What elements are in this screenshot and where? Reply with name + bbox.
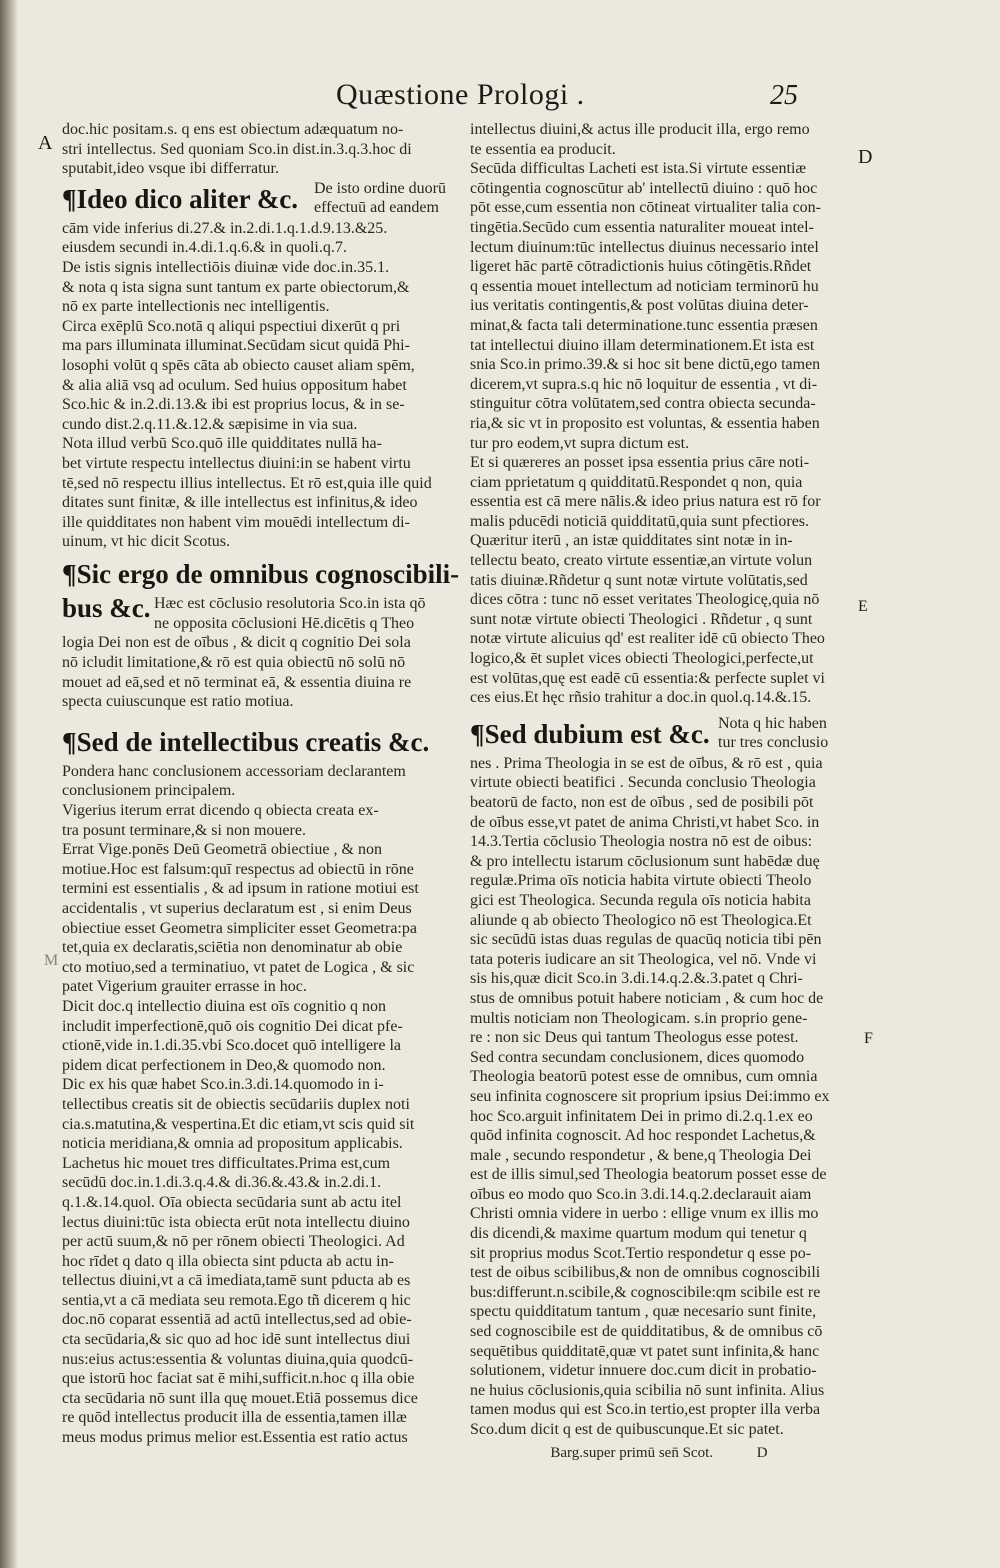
left-paragraph-3 <box>62 258 454 317</box>
text-line: male , secundo respondetur , & bene,q Theologia Dei <box>470 1146 812 1164</box>
text-line: cto motiuo,sed a terminatiuo, vt patet de Logica , & sic <box>62 958 415 976</box>
margin-marker-e: E <box>858 598 868 615</box>
text-line: re : non sic Deus qui tantum Theologus esse potest. <box>470 1029 799 1047</box>
right-paragraph-3 <box>470 453 848 531</box>
text-line: test de oibus scibilibus,& non de omnibus cognoscibili <box>470 1264 821 1282</box>
text-line: ne opposita cōclusioni Hē.dicētis q Theo <box>154 614 415 632</box>
text-line: obiectiue esset Geometra simpliciter esset Geometra:pa <box>62 919 417 937</box>
text-line: Sco.hic & in.2.di.13.& ibi est proprius locus, & in se- <box>62 396 405 414</box>
text-line: ria,& sic vt in proposito est voluntas, & essentia haben <box>470 414 820 432</box>
text-line: accidentalis , vt superius declaratum est , si enim Deus <box>62 900 412 917</box>
text-line: que istorū hoc faciat sat ē mihi,sufficit.n.hoc q illa obie <box>62 1370 415 1388</box>
section-heading: ¶Sed dubium est &c. <box>470 718 710 749</box>
left-paragraph-2 <box>62 219 454 258</box>
text-line: ne huius cōclusionis,quia scibilia nō sunt infinita. Alius <box>470 1381 825 1399</box>
text-line: Dicit doc.q intellectio diuina est oīs cognitio q non <box>62 997 386 1015</box>
text-line: cōtingentia cognoscūtur ab' intellectū diuino : quō hoc <box>470 179 818 197</box>
margin-marker-f: F <box>864 1030 873 1047</box>
text-line: beatorū de facto, non est de oībus , sed de posibili pōt <box>470 794 814 811</box>
text-line: pidem dicat perfectionem in Deo,& quomodo non. <box>62 1056 386 1074</box>
text-line: Secūda difficultas Lacheti est ista.Si virtute essentiæ <box>470 160 807 178</box>
text-line: solutionem, videtur innuere doc.cum dicit in probatio- <box>470 1362 817 1380</box>
text-line: specta cuiuscunque est ratio motiua. <box>62 693 294 711</box>
text-line: secūdū doc.in.1.di.3.q.4.& di.36.&.43.& in.2.di.1. <box>62 1174 382 1192</box>
text-line: sit proprius modus Scot.Tertio respondetur q esse po- <box>470 1244 812 1262</box>
left-paragraph-7 <box>62 762 454 801</box>
text-line: motiue.Hoc est falsum:quī respectus ad obiectū in rōne <box>62 860 414 878</box>
text-line: tatis diuinæ.Rñdetur q sunt notæ virtute volūtatis,sed <box>470 571 808 589</box>
heading-side-line: tur tres conclusio <box>718 734 829 752</box>
text-line: per actū suum,& nō per rōnem obiecti Theologici. Ad <box>62 1233 405 1251</box>
text-line: cia.s.matutina,& vespertina.Et dic etiam,vt scis quid sit <box>62 1115 415 1133</box>
text-line: conclusionem principalem. <box>62 782 236 800</box>
text-line: oībus eo modo quo Sco.in 3.di.14.q.2.declarauit aiam <box>470 1185 812 1203</box>
margin-marker-a: A <box>38 132 53 154</box>
right-paragraph-4 <box>470 531 848 707</box>
signature-mark: D <box>756 1444 768 1461</box>
text-line: essentia est cā mere nālis.& ideo prius natura est rō for <box>470 493 821 511</box>
text-line: noticia meridiana,& omnia ad propositum applicabis. <box>62 1135 403 1153</box>
text-line: pōt esse,cum essentia non cōtineat virtualiter talia con- <box>470 199 821 217</box>
page-header <box>300 78 900 122</box>
left-paragraph-9 <box>62 840 454 997</box>
text-line: snia Sco.in primo.39.& si hoc sit bene dictū,ego tamen <box>470 356 821 374</box>
text-line: ille quidditates non habent vim mouēdi intellectum di- <box>62 513 410 531</box>
text-line: stinguitur cōtra volūtatem,sed contra obiecta secunda- <box>470 395 816 413</box>
text-line: losophi volūt q spēs cāta ab obiecto causet aliam spēm, <box>62 356 415 374</box>
text-line: virtute obiecti beatifici . Secunda conclusio Theologia <box>470 774 816 792</box>
text-line: Christi omnia videre in uerbo : ellige vnum ex illis mo <box>470 1205 819 1223</box>
text-line: logico,& ēt suplet vices obiecti Theologici,perfecte,ut <box>470 650 814 668</box>
signature-line <box>470 1444 848 1464</box>
text-line: est volūtas,quę est eadē cū essentia:& perfecte suplet vi <box>470 669 825 687</box>
text-line: cām vide inferius di.27.& in.2.di.1.q.1.d.9.13.&25. <box>62 219 388 237</box>
text-line: Sco.dum dicit q est de quibuscunque.Et sic patet. <box>470 1421 784 1438</box>
text-line: sed cognoscibile est de quidditatibus, & de omnibus cō <box>470 1323 823 1341</box>
running-title: Quæstione Prologi . <box>336 78 585 111</box>
text-line: spectu quidditatum tantum , quæ necesario sunt finite, <box>470 1303 817 1321</box>
heading-side-text <box>718 714 828 753</box>
left-paragraph-5 <box>62 434 454 552</box>
text-line: cundo dist.2.q.11.&.12.& sæpisime in via sua. <box>62 415 358 433</box>
text-line: patet Vigerium grauiter errasse in hoc. <box>62 978 307 996</box>
section-heading: ¶Ideo dico aliter &c. <box>62 183 299 214</box>
text-line: tingētia.Secūdo cum essentia naturaliter moueat intel- <box>470 218 814 236</box>
left-heading-1-block <box>62 179 454 219</box>
text-line: De istis signis intellectiōis diuinæ vide doc.in.35.1. <box>62 258 390 276</box>
signature-text: Barg.super primū sen̄ Scot. <box>550 1444 714 1461</box>
text-line: ditates sunt finitæ, & ille intellectus est infinitus,& ideo <box>62 494 418 512</box>
text-line: tet,quia ex declaratis,sciētia non denominatur ab obie <box>62 939 403 957</box>
text-line: tē,sed nō respectu illius intellectus. Et rō est,quia ille quid <box>62 474 432 492</box>
text-line: hoc Sco.arguit infinitatem Dei in primo di.2.q.1.ex eo <box>470 1107 813 1125</box>
text-line: Theologia beatorū potest esse de omnibus, cum omnia <box>470 1068 818 1086</box>
text-line: tat intellectui diuino illam determinationem.Et ista est <box>470 336 815 354</box>
text-line: tellectus diuini,vt a cā imediata,tamē sunt pducta ab es <box>62 1272 411 1290</box>
right-text-column <box>470 120 848 1463</box>
text-line: tellectibus creatis sit de obiectis secūdariis duplex noti <box>62 1095 410 1113</box>
left-paragraph-4 <box>62 317 454 435</box>
margin-marker-d: D <box>858 146 873 168</box>
right-heading-1-block <box>470 714 848 754</box>
text-line: sequētibus quidditatē,quæ vt patet sunt infinita,& hanc <box>470 1342 820 1360</box>
text-line: 14.3.Tertia cōclusio Theologia nostra nō est de oibus: <box>470 833 813 851</box>
text-line: q.1.&.14.quol. Oīa obiecta secūdaria sunt ab actu itel <box>62 1193 402 1211</box>
text-line: te essentia ea producit. <box>470 140 616 158</box>
text-line: ctionē,vide in.1.di.35.vbi Sco.docet quō intelligere la <box>62 1037 402 1055</box>
text-line: ligeret hāc partē cōtradictionis huius cōtingētis.Rñdet <box>470 258 812 276</box>
text-line: Vigerius iterum errat dicendo q obiecta creata ex- <box>62 802 379 820</box>
text-line: dis dicendi,& maxime quartum modum qui tenetur q <box>470 1225 807 1243</box>
text-line: bus:differunt.n.scibile,& cognoscibile:qm scibile est re <box>470 1283 821 1301</box>
text-line: lectus diuini:tūc ista obiecta erūt nota intellectu diuino <box>62 1213 410 1231</box>
text-line: dicerem,vt supra.s.q hic nō loquitur de essentia , vt di- <box>470 375 818 393</box>
text-line: ma pars illuminata illuminat.Secūdam sicut quidā Phi- <box>62 337 410 355</box>
text-line: termini est essentialis , & ad ipsum in ratione motiui est <box>62 880 419 898</box>
text-line: re quōd intellectus producit illa de essentia,tamen illæ <box>62 1409 407 1427</box>
text-line: & alia aliā vsq ad oculum. Sed huius oppositum habet <box>62 376 407 394</box>
text-line: bet virtute respectu intellectus diuini:in se habent virtu <box>62 454 411 472</box>
section-heading: ¶Sic ergo de omnibus cognoscibili- <box>62 558 460 589</box>
text-line: meus modus primus melior est.Essentia est ratio actus <box>62 1429 408 1447</box>
text-line: hoc rīdet q dato q illa obiecta sint pducta ab actu in- <box>62 1252 394 1270</box>
text-line: tamen modus qui est Sco.in tertio,est propter illa verba <box>470 1401 821 1419</box>
left-heading-2-block <box>62 558 460 632</box>
right-paragraph-5 <box>470 754 848 1048</box>
text-line: quōd infinita cognoscit. Ad hoc respondet Lachetus,& <box>470 1127 816 1145</box>
text-line: tur pro eodem,vt supra dictum est. <box>470 434 690 452</box>
text-line: cta secūdaria,& sic quo ad hoc idē sunt intellectus diui <box>62 1331 411 1349</box>
text-line: nō icludit limitatione,& rō est quia obiectū nō solū nō <box>62 654 406 672</box>
text-line: Pondera hanc conclusionem accessoriam declarantem <box>62 762 406 780</box>
text-line: sis his,quæ dicit Sco.in 3.di.14.q.2.&.3.patet q Chri- <box>470 970 803 988</box>
text-line: Errat Vige.ponēs Deū Geometrā obiectiue , & non <box>62 841 382 859</box>
heading-side-line: Nota q hic haben <box>718 714 827 732</box>
text-line: ius veritatis contingentis,& post volūtas diuina deter- <box>470 297 809 315</box>
left-paragraph-12 <box>62 1154 454 1448</box>
text-line: q essentia mouet intellectum ad noticiam terminorū hu <box>470 277 819 295</box>
text-line: sentia,vt a cā mediata seu remota.Ego tñ dicerem q hic <box>62 1291 411 1309</box>
text-line: Dic ex his quæ habet Sco.in.3.di.14.quomodo in i- <box>62 1076 384 1094</box>
text-line: tellectu beato, creato virtute essentiæ,an virtute volun <box>470 552 813 570</box>
left-paragraph-11 <box>62 1075 454 1153</box>
section-heading-continued: bus &c. <box>62 592 151 623</box>
folio-number: 25 <box>770 80 798 111</box>
text-line: malis pducēdi noticiā quidditatū,quia sunt pfectiores. <box>470 512 810 530</box>
binding-gutter <box>0 0 18 1568</box>
right-paragraph-1 <box>470 120 848 159</box>
text-line: logia Dei non est de oībus , & dicit q cognitio Dei sola <box>62 634 411 652</box>
right-paragraph-6 <box>470 1048 848 1440</box>
heading-side-text <box>314 179 446 218</box>
text-line: Quæritur iterū , an istæ quidditates sint notæ in in- <box>470 532 793 550</box>
text-line: stus de omnibus potuit habere noticiam , & cum hoc de <box>470 989 824 1007</box>
text-line: & pro intellectu istarum cōclusionum sunt habēdæ duę <box>470 852 820 870</box>
text-line: regulæ.Prima oīs noticia habita virtute obiecti Theolo <box>470 872 812 890</box>
text-line: de oībus esse,vt patet de anima Christi,vt habet Sco. in <box>470 813 820 831</box>
left-text-column <box>62 120 460 1448</box>
left-paragraph-10 <box>62 997 454 1075</box>
text-line: gici est Theologica. Secunda regula oīs noticia habita <box>470 891 811 909</box>
section-heading: ¶Sed de intellectibus creatis &c. <box>62 726 430 757</box>
text-line: intellectus diuini,& actus ille producit illa, ergo remo <box>470 121 810 138</box>
heading-side-line: effectuū ad eandem <box>314 199 439 217</box>
text-line: notæ virtute alicuius qd' est realiter idē cū obiecto Theo <box>470 630 825 648</box>
text-line: sunt notæ virtute obiecti Theologici . Rñdetur , q sunt <box>470 610 813 628</box>
text-line: minat,& facta tali determinatione.tunc essentia præsen <box>470 316 818 334</box>
right-paragraph-2 <box>470 159 848 453</box>
text-line: doc.nō coparat essentiā ad actū intellectus,sed ad obie- <box>62 1311 412 1329</box>
text-line: includit imperfectionē,quō ois cognitio Dei dicat pfe- <box>62 1017 403 1035</box>
text-line: tra posunt terminare,& si non mouere. <box>62 821 306 839</box>
text-line: & nota q ista signa sunt tantum ex parte obiectorum,& <box>62 278 410 296</box>
heading-side-line: De isto ordine duorū <box>314 179 446 197</box>
margin-marker-m: M <box>44 952 59 969</box>
left-paragraph-1 <box>62 120 454 179</box>
text-line: nō ex parte intellectionis nec intelligentis. <box>62 298 330 316</box>
text-line: dices cōtra : tunc nō esset veritates Theologicę,quia nō <box>470 591 820 609</box>
text-line: sputabit,ideo vsque ibi differratur. <box>62 160 279 178</box>
text-line: doc.hic positam.s. q ens est obiectum adæquatum no- <box>62 121 404 138</box>
text-line: Nota illud verbū Sco.quō ille quidditates nullā ha- <box>62 435 382 453</box>
text-line: est de illis simul,sed Theologia beatorum posset esse de <box>470 1166 827 1184</box>
text-line: ces eius.Et hęc rñsio trahitur a doc.in quol.q.14.&.15. <box>470 689 812 707</box>
text-line: lectum diuinum:tūc intellectus diuinus necessario intel <box>470 238 819 256</box>
text-line: nus:eius actus:essentia & voluntas diuina,quia quodcū- <box>62 1350 414 1368</box>
text-line: Circa exēplū Sco.notā q aliqui pspectiui dixerūt q pri <box>62 317 401 335</box>
text-line: nes . Prima Theologia in se est de oībus, & rō est , quia <box>470 754 823 772</box>
text-line: cta secūdaria nō sunt illa quę mouet.Etiā possemus dice <box>62 1389 418 1407</box>
text-line: aliunde q ab obiecto Theologico nō est Theologica.Et <box>470 911 812 929</box>
text-line: stri intellectus. Sed quoniam Sco.in dist.in.3.q.3.hoc di <box>62 140 412 158</box>
text-line: Lachetus hic mouet tres difficultates.Prima est,cum <box>62 1154 391 1172</box>
text-line: mouet ad eā,sed et nō terminat eā, & essentia diuina re <box>62 673 412 691</box>
text-line: tata poteris iudicare an sit Theologica, vel nō. Vnde vi <box>470 950 817 968</box>
text-line: eiusdem secundi in.4.di.1.q.6.& in quoli.q.7. <box>62 239 347 257</box>
text-line: uinum, vt hic dicit Scotus. <box>62 533 230 551</box>
text-line: Et si quæreres an posset ipsa essentia prius cāre noti- <box>470 454 810 472</box>
text-line: sic secūdū istas duas regulas de quacūq noticia tibi pēn <box>470 931 822 949</box>
text-line: seu infinita cognoscere sit proprium ipsius Dei:immo ex <box>470 1087 830 1105</box>
left-paragraph-8 <box>62 801 454 840</box>
text-line: ciam pprietatum q quidditatū.Respondet q non, quia <box>470 473 803 491</box>
text-line: Sed contra secundam conclusionem, dices quomodo <box>470 1048 805 1066</box>
heading-side-text: Hæc est cōclusio resolutoria Sco.in ista qō <box>154 594 426 612</box>
text-line: multis noticiam non Theologicam. s.in proprio gene- <box>470 1009 808 1027</box>
